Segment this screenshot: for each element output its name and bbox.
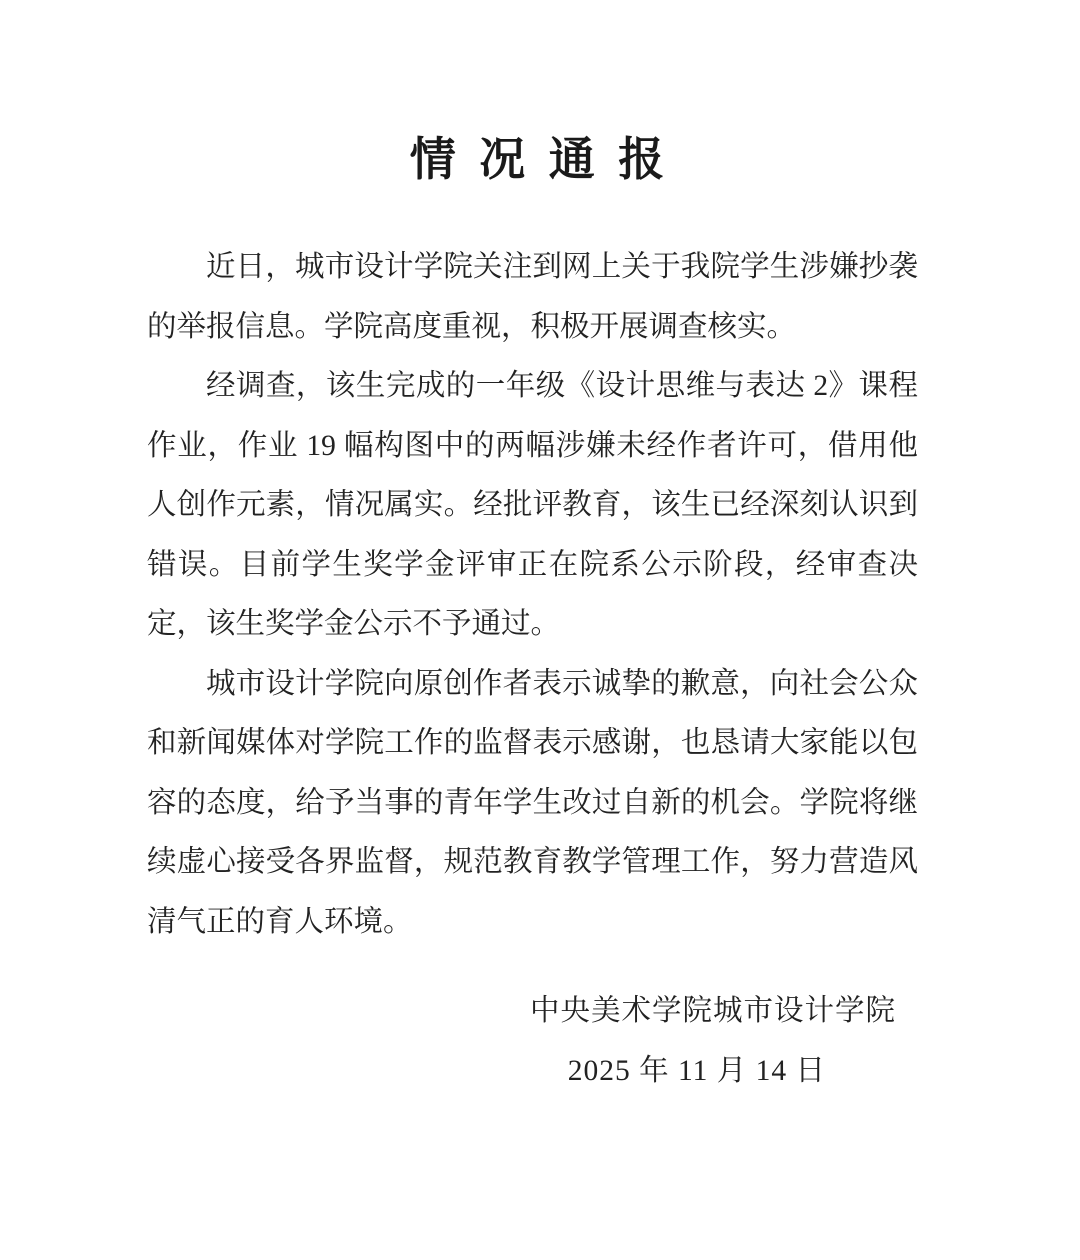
signature-date: 2025 年 11 月 14 日	[567, 1054, 826, 1087]
signature-block	[147, 982, 918, 1101]
paragraph-intro: 近日，城市设计学院关注到网上关于我院学生涉嫌抄袭的举报信息。学院高度重视，积极开展调查核实。	[147, 251, 918, 343]
signature-organization: 中央美术学院城市设计学院	[529, 995, 896, 1027]
paragraph-apology: 城市设计学院向原创作者表示诚挚的歉意，向社会公众和新闻媒体对学院工作的监督表示感谢，也恳请大家能以包容的态度，给予当事的青年学生改过自新的机会。学院将继续虚心接受各界监督，规范教育教学管理工作，努力营造风清气正的育人环境。	[147, 667, 918, 938]
document-body	[147, 238, 918, 952]
paragraph-investigation-result: 经调查，该生完成的一年级《设计思维与表达 2》课程作业，作业 19 幅构图中的两幅涉嫌未经作者许可，借用他人创作元素，情况属实。经批评教育，该生已经深刻认识到错误。目前学生奖学金评审正在院系公示阶段，经审查决定，该生奖学金公示不予通过。	[147, 370, 918, 640]
document-title: 情 况 通 报	[409, 134, 671, 185]
